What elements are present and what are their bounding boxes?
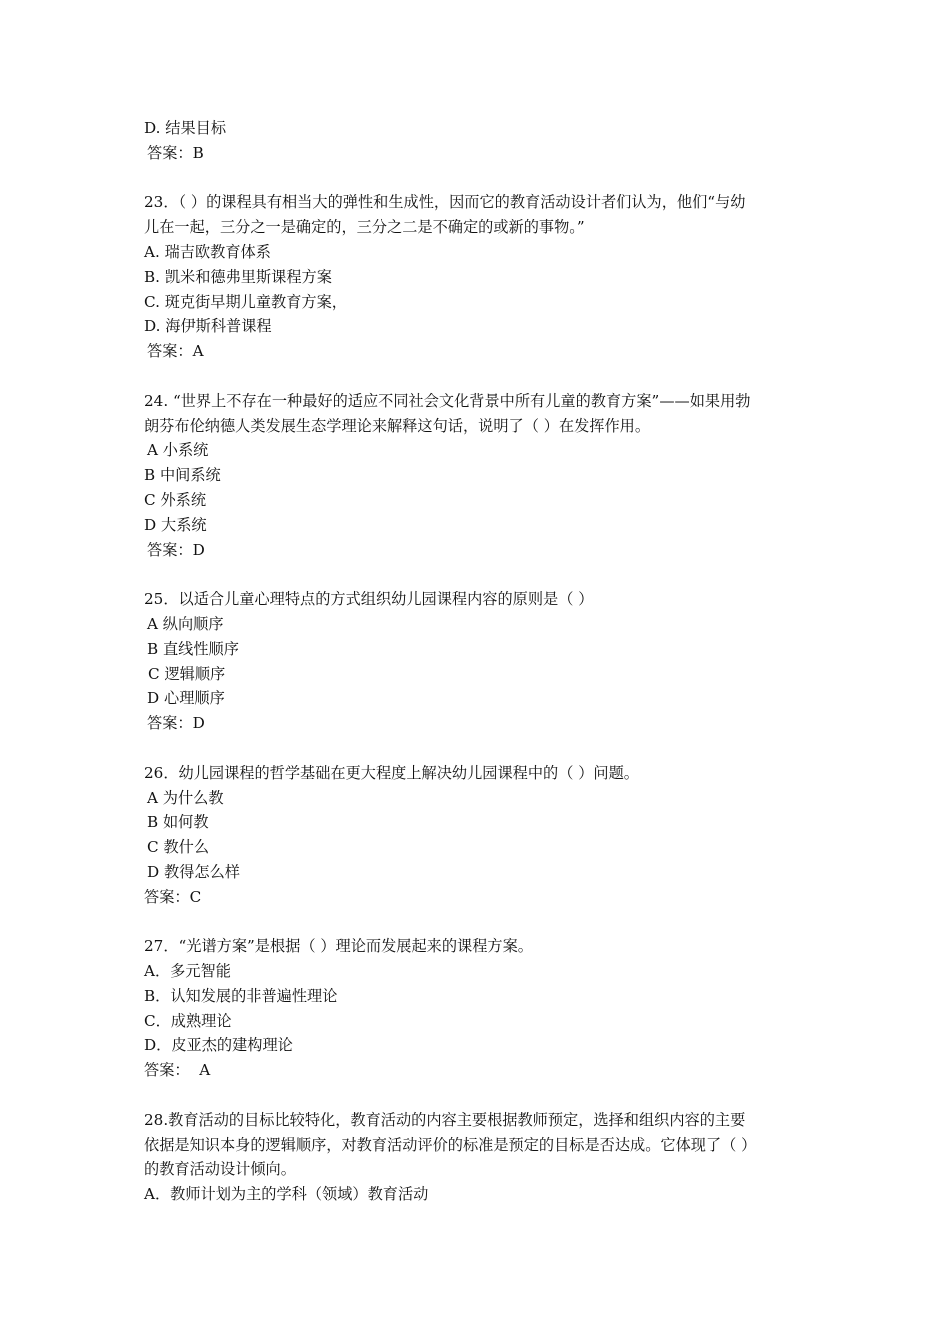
option-b: B 直线性顺序: [147, 639, 239, 658]
question-27: [144, 934, 808, 1083]
option-d: D. 海伊斯科普课程: [144, 317, 272, 336]
answer-line: 答案：A: [147, 342, 204, 361]
option-a: A. 瑞吉欧教育体系: [144, 242, 271, 261]
option-d: D 教得怎么样: [147, 862, 240, 881]
option-d: D．皮亚杰的建构理论: [144, 1036, 293, 1055]
question-stem: 28.教育活动的目标比较特化，教育活动的内容主要根据教师预定，选择和组织内容的主要: [144, 1110, 746, 1129]
answer-line: 答案：B: [147, 143, 204, 162]
spacer: [144, 166, 808, 191]
option-a: A 为什么教: [147, 788, 224, 807]
answer-line: 答案：C: [144, 887, 202, 906]
question-stem: 26．幼儿园课程的哲学基础在更大程度上解决幼儿园课程中的（ ）问题。: [144, 763, 639, 782]
answer-line: 答案： A: [144, 1061, 211, 1080]
option-a: A．多元智能: [144, 962, 231, 981]
option-c: C 逻辑顺序: [148, 664, 226, 683]
option-c: C 教什么: [147, 838, 210, 857]
question-23: [144, 190, 808, 364]
question-24: [144, 389, 808, 563]
answer-line: 答案：D: [147, 714, 205, 733]
answer-line: 答案：D: [147, 540, 205, 559]
question-stem: 23．（ ）的课程具有相当大的弹性和生成性，因而它的教育活动设计者们认为，他们“与幼: [144, 193, 746, 212]
question-stem: 朗芬布伦纳德人类发展生态学理论来解释这句话，说明了（ ）在发挥作用。: [144, 416, 651, 435]
option-c: C. 斑克街早期儿童教育方案，: [144, 292, 347, 311]
option-d: D 心理顺序: [147, 689, 225, 708]
option-b: B 如何教: [147, 813, 209, 832]
spacer: [144, 562, 808, 587]
question-26: [144, 761, 808, 910]
question-stem: 27．“光谱方案”是根据（ ）理论而发展起来的课程方案。: [144, 937, 533, 956]
option-a: A 小系统: [147, 441, 209, 460]
question-28: [144, 1108, 808, 1207]
question-stem: 24. “世界上不存在一种最好的适应不同社会文化背景中所有儿童的教育方案”——如果用勃: [144, 391, 751, 410]
question-stem: 儿在一起，三分之一是确定的，三分之二是不确定的或新的事物。”: [144, 218, 585, 237]
question-stem: 依据是知识本身的逻辑顺序，对教育活动评价的标准是预定的目标是否达成。它体现了（ ）: [144, 1135, 757, 1154]
spacer: [144, 1083, 808, 1108]
spacer: [144, 736, 808, 761]
option-a: A．教师计划为主的学科（领域）教育活动: [144, 1185, 429, 1204]
option-d: D 大系统: [144, 515, 207, 534]
option-b: B. 凯米和德弗里斯课程方案: [144, 267, 332, 286]
spacer: [144, 364, 808, 389]
question-stem: 25．以适合儿童心理特点的方式组织幼儿园课程内容的原则是（ ）: [144, 590, 594, 609]
option-b: B 中间系统: [144, 466, 221, 485]
question-25: [144, 587, 808, 736]
option-a: A 纵向顺序: [147, 614, 224, 633]
option-b: B．认知发展的非普遍性理论: [144, 986, 338, 1005]
option-c: C 外系统: [144, 490, 207, 509]
spacer: [144, 910, 808, 935]
option-d: D. 结果目标: [144, 119, 227, 137]
question-stem: 的教育活动设计倾向。: [144, 1160, 296, 1179]
option-c: C．成熟理论: [144, 1011, 232, 1030]
document-page: [144, 116, 808, 1207]
